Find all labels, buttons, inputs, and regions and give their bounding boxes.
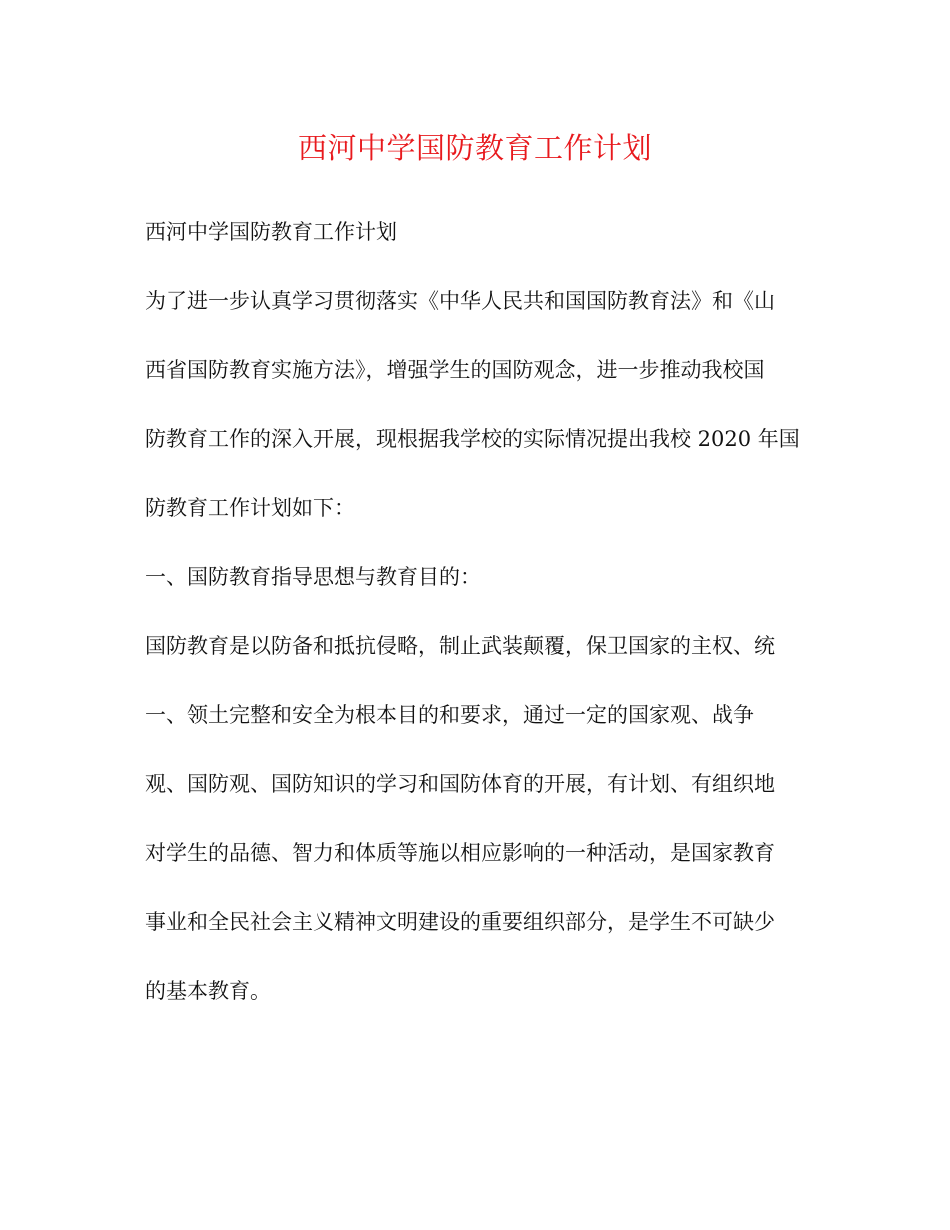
document-title: 西河中学国防教育工作计划	[297, 131, 652, 165]
document-body	[145, 198, 825, 1026]
body-line: 防教育工作计划如下：	[145, 496, 355, 520]
body-line: 的基本教育。	[145, 979, 271, 1003]
section-heading: 一、国防教育指导思想与教育目的：	[145, 565, 481, 589]
body-line: 对学生的品德、智力和体质等施以相应影响的一种活动，是国家教育	[145, 841, 775, 865]
body-line: 一、领土完整和安全为根本目的和要求，通过一定的国家观、战争	[145, 703, 754, 727]
body-line: 西省国防教育实施方法》，增强学生的国防观念，进一步推动我校国	[145, 358, 765, 382]
body-line-subtitle: 西河中学国防教育工作计划	[145, 220, 397, 244]
body-line: 为了进一步认真学习贯彻落实《中华人民共和国国防教育法》和《山	[145, 289, 775, 313]
body-line: 防教育工作的深入开展，现根据我学校的实际情况提出我校 2020 年国	[145, 427, 800, 451]
body-line: 国防教育是以防备和抵抗侵略，制止武装颠覆，保卫国家的主权、统	[145, 634, 775, 658]
body-line: 事业和全民社会主义精神文明建设的重要组织部分，是学生不可缺少	[145, 910, 775, 934]
body-line: 观、国防观、国防知识的学习和国防体育的开展，有计划、有组织地	[145, 772, 775, 796]
